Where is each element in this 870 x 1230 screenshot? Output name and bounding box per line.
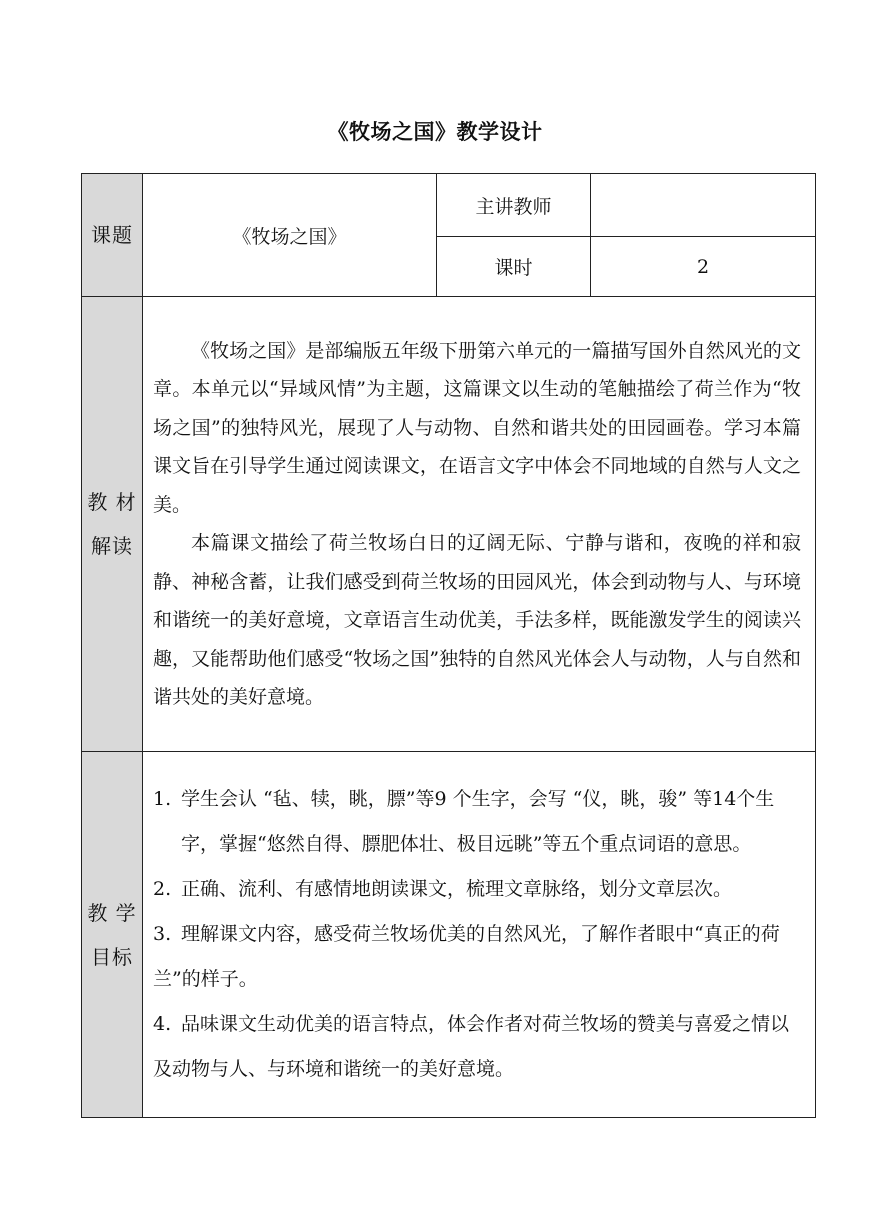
goal-item xyxy=(143,867,815,912)
analysis-content xyxy=(143,297,816,752)
document-title: 《牧场之国》教学设计 xyxy=(327,120,543,144)
goals-content xyxy=(143,752,816,1118)
goal-text: 理解课文内容，感受荷兰牧场优美的自然风光，了解作者眼中“真正的荷兰”的样子。 xyxy=(153,923,780,990)
goal-number: 2. xyxy=(153,878,172,900)
hours-label: 课时 xyxy=(494,257,533,279)
goals-row xyxy=(82,752,816,1118)
hours-value-cell xyxy=(591,237,816,297)
analysis-paragraph: 本篇课文描绘了荷兰牧场白日的辽阔无际、宁静与谐和，夜晚的祥和寂静、神秘含蓄，让我们感受到荷兰牧场的田园风光，体会到动物与人、与环境和谐统一的美好意境，文章语言生动优美，手法多样，既能激发学生的阅读兴趣，又能帮助他们感受“牧场之国”独特的自然风光体会人与动物，人与自然和谐共处的美好意境。 xyxy=(153,532,801,708)
teacher-label-cell xyxy=(437,174,591,237)
teacher-value-cell xyxy=(591,174,816,237)
goals-label-cell xyxy=(82,752,143,1118)
goal-item xyxy=(143,777,815,867)
topic-value: 《牧场之国》 xyxy=(232,225,347,248)
goal-item xyxy=(143,912,815,1002)
goal-number: 3. xyxy=(153,923,172,945)
analysis-label-line2: 解读 xyxy=(91,534,133,558)
goal-text: 品味课文生动优美的语言特点，体会作者对荷兰牧场的赞美与喜爱之情以及动物与人、与环境和谐统一的美好意境。 xyxy=(153,1013,790,1080)
goals-label-line2: 目标 xyxy=(91,944,133,969)
teacher-label: 主讲教师 xyxy=(475,195,552,218)
goal-text: 学生会认 “毡、犊，眺，膘”等9 个生字，会写 “仪，眺，骏” 等14个生字，掌握“悠然自得、膘肥体壮、极目远眺”等五个重点词语的意思。 xyxy=(181,788,775,855)
goal-item xyxy=(143,1002,815,1092)
analysis-paragraph: 《牧场之国》是部编版五年级下册第六单元的一篇描写国外自然风光的文章。本单元以“异域风情”为主题，这篇课文以生动的笔触描绘了荷兰作为“牧场之国”的独特风光，展现了人与动物、自然和谐共处的田园画卷。学习本篇课文旨在引导学生通过阅读课文，在语言文字中体会不同地域的自然与人文之美。 xyxy=(153,339,801,516)
lesson-plan-table xyxy=(81,173,816,1118)
hours-label-cell xyxy=(437,237,591,297)
topic-label-cell xyxy=(82,174,143,297)
analysis-label-line1: 教 材 xyxy=(87,490,137,514)
topic-row xyxy=(82,174,816,237)
goal-number: 4. xyxy=(153,1013,172,1035)
hours-value: 2 xyxy=(696,255,710,278)
analysis-label-cell xyxy=(82,297,143,752)
topic-label: 课题 xyxy=(91,223,133,247)
goal-number: 1. xyxy=(153,788,172,810)
analysis-row xyxy=(82,297,816,752)
goal-text: 正确、流利、有感情地朗读课文，梳理文章脉络，划分文章层次。 xyxy=(181,878,733,900)
goals-label-line1: 教 学 xyxy=(87,900,137,925)
topic-value-cell xyxy=(143,174,437,297)
